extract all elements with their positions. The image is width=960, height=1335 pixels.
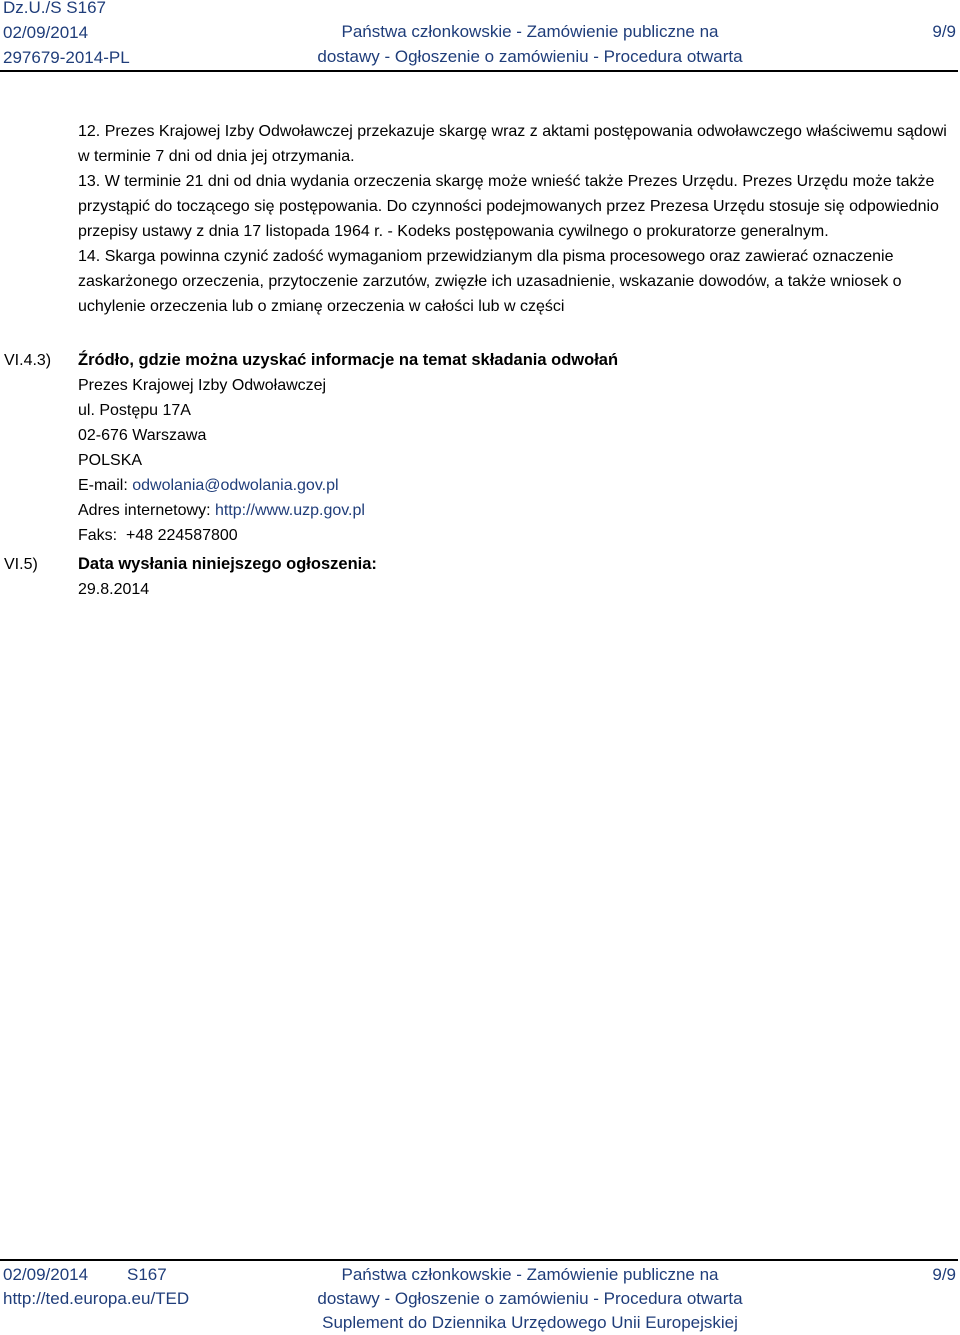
section-title-vi43: Źródło, gdzie można uzyskać informacje na temat składania odwołań <box>78 351 619 369</box>
footer-series: S167 <box>127 1265 167 1284</box>
section-number-vi5: VI.5) <box>4 556 38 573</box>
footer-title-line1: Państwa członkowskie - Zamówienie publiczne na <box>341 1265 719 1284</box>
email-row <box>78 473 958 498</box>
dispatch-date: 29.8.2014 <box>78 581 150 598</box>
main-content <box>78 119 958 319</box>
footer-url: http://ted.europa.eu/TED <box>3 1289 190 1308</box>
header-title-line2: dostawy - Ogłoszenie o zamówieniu - Procedura otwarta <box>317 47 743 66</box>
section-vi43 <box>78 348 958 548</box>
paragraph-12: 12. Prezes Krajowej Izby Odwoławczej przekazuje skargę wraz z aktami postępowania odwoławczego właściwemu sądowi w terminie 7 dni od dnia jej otrzymania. <box>78 123 947 165</box>
website-label: Adres internetowy: <box>78 502 215 519</box>
doc-id: 297679-2014-PL <box>3 48 130 67</box>
header-title <box>0 19 960 69</box>
header-date: 02/09/2014 <box>3 23 89 42</box>
section-title-vi5: Data wysłania niniejszego ogłoszenia: <box>78 555 377 573</box>
website-link[interactable]: http://www.uzp.gov.pl <box>214 502 365 519</box>
city-address: 02-676 Warszawa <box>78 427 207 444</box>
footer-title-line2: dostawy - Ogłoszenie o zamówieniu - Procedura otwarta <box>317 1289 743 1308</box>
footer-divider <box>0 1259 958 1261</box>
journal-ref: Dz.U./S S167 <box>3 0 106 17</box>
fax-number: Faks: +48 224587800 <box>78 527 238 544</box>
header-title-line1: Państwa członkowskie - Zamówienie publiczne na <box>341 22 719 41</box>
email-label: E-mail: <box>78 477 133 494</box>
section-vi5 <box>78 552 958 602</box>
street-address: ul. Postępu 17A <box>78 402 191 419</box>
email-link[interactable]: odwolania@odwolania.gov.pl <box>132 477 339 494</box>
paragraph-13: 13. W terminie 21 dni od dnia wydania orzeczenia skargę może wnieść także Prezes Urzędu. Prezes Urzędu może także przystąpić do toczącego się postępowania. Do czynności podejmowanych przez Prezesa Urzędu stosuje się odpowiednio przepisy ustawy z dnia 17 listopada 1964 r. - Kodeks postępowania cywilnego o prokuratorze generalnym. <box>78 173 939 240</box>
footer-date: 02/09/2014 <box>3 1265 89 1284</box>
country: POLSKA <box>78 452 143 469</box>
organization-name: Prezes Krajowej Izby Odwoławczej <box>78 377 327 394</box>
paragraph-14: 14. Skarga powinna czynić zadość wymaganiom przewidzianym dla pisma procesowego oraz zawierać oznaczenie zaskarżonego orzeczenia, przytoczenie zarzutów, zwięzłe ich uzasadnienie, wskazanie dowodów, a także wniosek o uchylenie orzeczenia lub o zmianę orzeczenia w całości lub w części <box>78 248 902 315</box>
section-number-vi43: VI.4.3) <box>4 352 52 369</box>
footer-title <box>0 1263 960 1335</box>
website-row <box>78 498 958 523</box>
footer-title-line3: Suplement do Dziennika Urzędowego Unii Europejskiej <box>322 1313 738 1332</box>
header-divider <box>0 70 958 72</box>
footer-page-number: 9/9 <box>932 1265 956 1284</box>
header-page-number: 9/9 <box>932 22 956 41</box>
